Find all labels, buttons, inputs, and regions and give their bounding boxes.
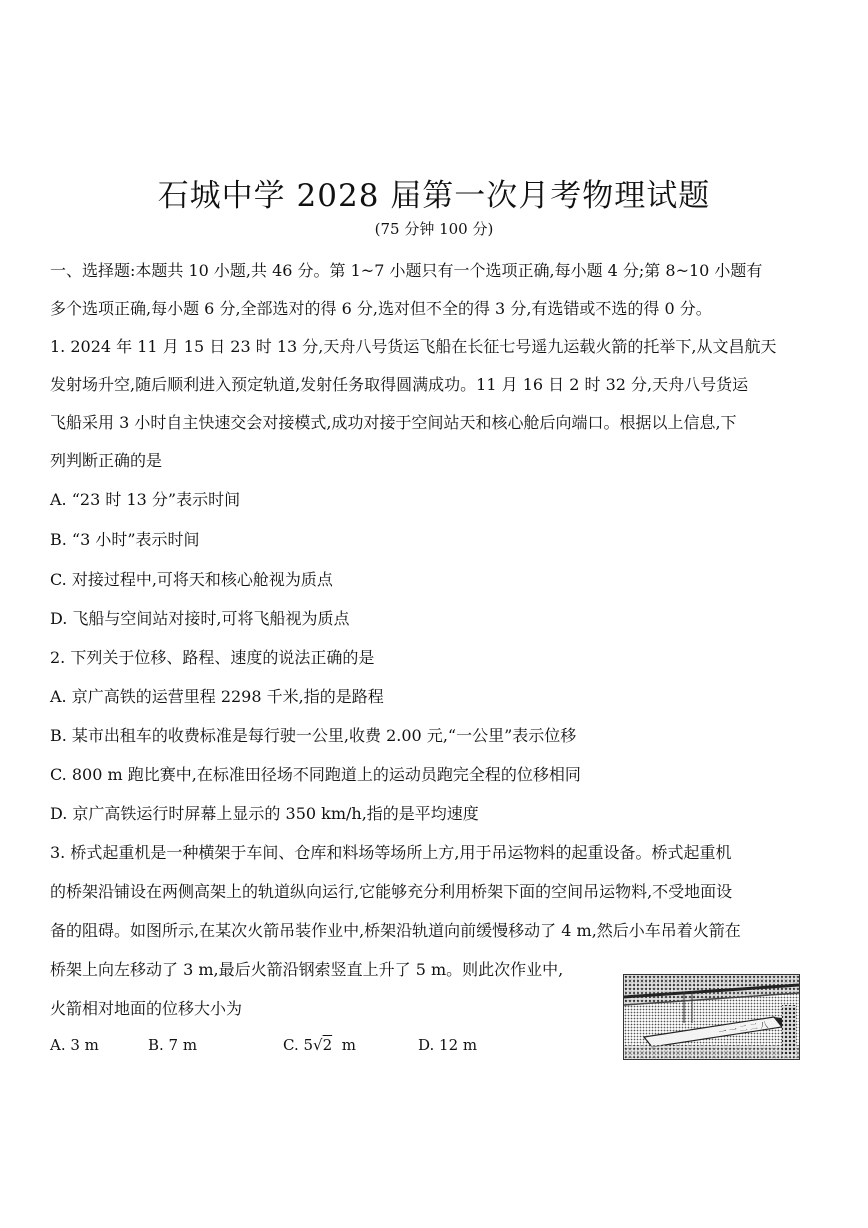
q3-option-a: A. 3 m	[50, 1036, 99, 1054]
q3-option-c-prefix: C. 5	[283, 1036, 314, 1054]
q1-stem-line-3: 飞船采用 3 小时自主快速交会对接模式,成功对接于空间站天和核心舱后向端口。根据以上信息,下	[50, 413, 737, 432]
q2-option-b: B. 某市出租车的收费标准是每行驶一公里,收费 2.00 元,“一公里”表示位移	[50, 726, 577, 745]
crane-rocket-photo-icon	[623, 974, 800, 1060]
q3-stem-line-1: 3. 桥式起重机是一种横架于车间、仓库和料场等场所上方,用于吊运物料的起重设备。桥式起重机	[50, 843, 732, 862]
q1-stem-line-2: 发射场升空,随后顺利进入预定轨道,发射任务取得圆满成功。11 月 16 日 2 时 32 分,天舟八号货运	[50, 375, 749, 394]
q1-stem-line-1: 1. 2024 年 11 月 15 日 23 时 13 分,天舟八号货运飞船在长征七号遥九运载火箭的托举下,从文昌航天	[50, 337, 777, 356]
q3-stem-line-2: 的桥架沿铺设在两侧高架上的轨道纵向运行,它能够充分利用桥架下面的空间吊运物料,不受地面设	[50, 882, 733, 901]
section-instructions-line-1: 一、选择题:本题共 10 小题,共 46 分。第 1~7 小题只有一个选项正确,每小题 4 分;第 8~10 小题有	[50, 261, 763, 280]
q3-option-c-unit: m	[341, 1036, 356, 1054]
q1-stem-line-4: 列判断正确的是	[50, 451, 163, 470]
q3-option-d: D. 12 m	[418, 1036, 478, 1054]
section-instructions-line-2: 多个选项正确,每小题 6 分,全部选对的得 6 分,选对但不全的得 3 分,有选错或不选的得 0 分。	[50, 299, 712, 318]
q1-option-b: B. “3 小时”表示时间	[50, 530, 200, 549]
q2-option-a: A. 京广高铁的运营里程 2298 千米,指的是路程	[50, 687, 384, 706]
exam-subtitle: (75 分钟 100 分)	[374, 220, 494, 238]
q3-stem-line-3: 备的阻碍。如图所示,在某次火箭吊装作业中,桥架沿轨道向前缓慢移动了 4 m,然后小车吊着火箭在	[50, 921, 741, 940]
q2-option-d: D. 京广高铁运行时屏幕上显示的 350 km/h,指的是平均速度	[50, 804, 479, 823]
q2-option-c: C. 800 m 跑比赛中,在标准田径场不同跑道上的运动员跑完全程的位移相同	[50, 765, 581, 784]
q1-option-c: C. 对接过程中,可将天和核心舱视为质点	[50, 570, 333, 589]
svg-text:一 一 二 二 八: 一 一 二 二 八	[717, 1020, 769, 1037]
q1-option-a: A. “23 时 13 分”表示时间	[50, 490, 241, 509]
q2-stem: 2. 下列关于位移、路程、速度的说法正确的是	[50, 648, 375, 667]
sqrt-symbol-icon: √	[313, 1036, 323, 1054]
q1-option-d: D. 飞船与空间站对接时,可将飞船视为质点	[50, 609, 350, 628]
q3-stem-line-4: 桥架上向左移动了 3 m,最后火箭沿钢索竖直上升了 5 m。则此次作业中,	[50, 960, 564, 979]
q3-option-c	[283, 1036, 356, 1054]
q3-stem-line-5: 火箭相对地面的位移大小为	[50, 999, 243, 1018]
exam-title: 石城中学 2028 届第一次月考物理试题	[157, 178, 711, 214]
q3-option-b: B. 7 m	[148, 1036, 198, 1054]
q3-option-c-radicand: 2	[322, 1036, 333, 1054]
